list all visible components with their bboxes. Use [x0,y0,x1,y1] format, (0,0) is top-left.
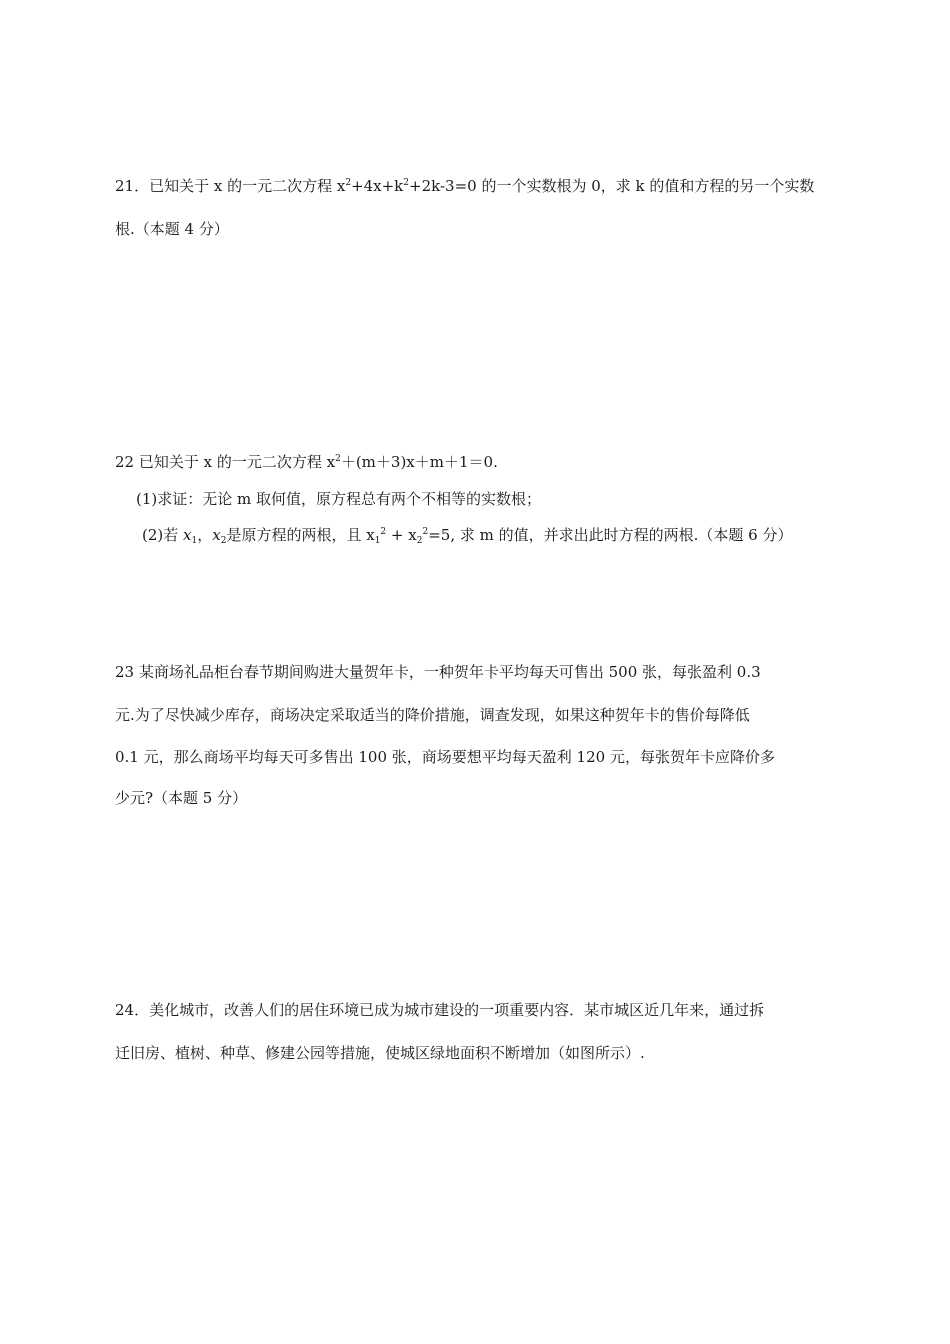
q21-line-2: 根.（本题 4 分） [115,220,229,238]
q21-text-a: 21．已知关于 x 的一元二次方程 x [115,177,346,195]
q21-text-b: +4x+k [351,177,404,195]
q22-line-1 [115,452,498,472]
q22-p2-sub2: 2 [416,536,423,546]
q22-text-a: 22 已知关于 x 的一元二次方程 x [115,453,336,471]
q23-line-1: 23 某商场礼品柜台春节期间购进大量贺年卡，一种贺年卡平均每天可售出 500 张，每张盈利 0.3 [115,663,761,681]
q22-p2-sup2: 2 [422,527,429,537]
sep: ， [197,526,213,544]
q22-p2-c: + x [386,526,417,544]
q21-text-c: +2k-3=0 的一个实数根为 0，求 k 的值和方程的另一个实数 [409,177,815,195]
x2-sub: 2 [220,536,227,546]
q22-p2-sup1: 2 [380,527,387,537]
x2-var: x [212,526,221,544]
q23-line-4: 少元?（本题 5 分） [115,789,248,807]
q24-line-2: 迁旧房、植树、种草、修建公园等措施，使城区绿地面积不断增加（如图所示）. [115,1044,645,1062]
q21-line-1 [115,176,814,196]
q22-p2-sub1: 1 [374,536,381,546]
q23-line-2: 元.为了尽快减少库存，商场决定采取适当的降价措施，调查发现，如果这种贺年卡的售价每降低 [115,706,750,724]
q24-line-1: 24．美化城市，改善人们的居住环境已成为城市建设的一项重要内容．某市城区近几年来，通过拆 [115,1001,765,1019]
q22-p2-d: =5, 求 m 的值，并求出此时方程的两根.（本题 6 分） [428,526,793,544]
q23-line-3: 0.1 元，那么商场平均每天可多售出 100 张，商场要想平均每天盈利 120 元，每张贺年卡应降价多 [115,748,775,766]
q21-sup-1: 2 [345,178,352,188]
q22-text-b: ＋(m＋3)x＋m＋1＝0. [340,453,498,471]
x1-var: x [183,526,192,544]
q22-sup: 2 [335,454,341,464]
q22-part-2 [142,525,792,545]
q22-p2-b: 是原方程的两根，且 x [226,526,375,544]
q22-p2-a: (2)若 [142,526,184,544]
q22-part-1: (1)求证：无论 m 取何值，原方程总有两个不相等的实数根； [136,490,542,508]
q21-sup-2: 2 [403,178,410,188]
x1-sub: 1 [191,536,198,546]
